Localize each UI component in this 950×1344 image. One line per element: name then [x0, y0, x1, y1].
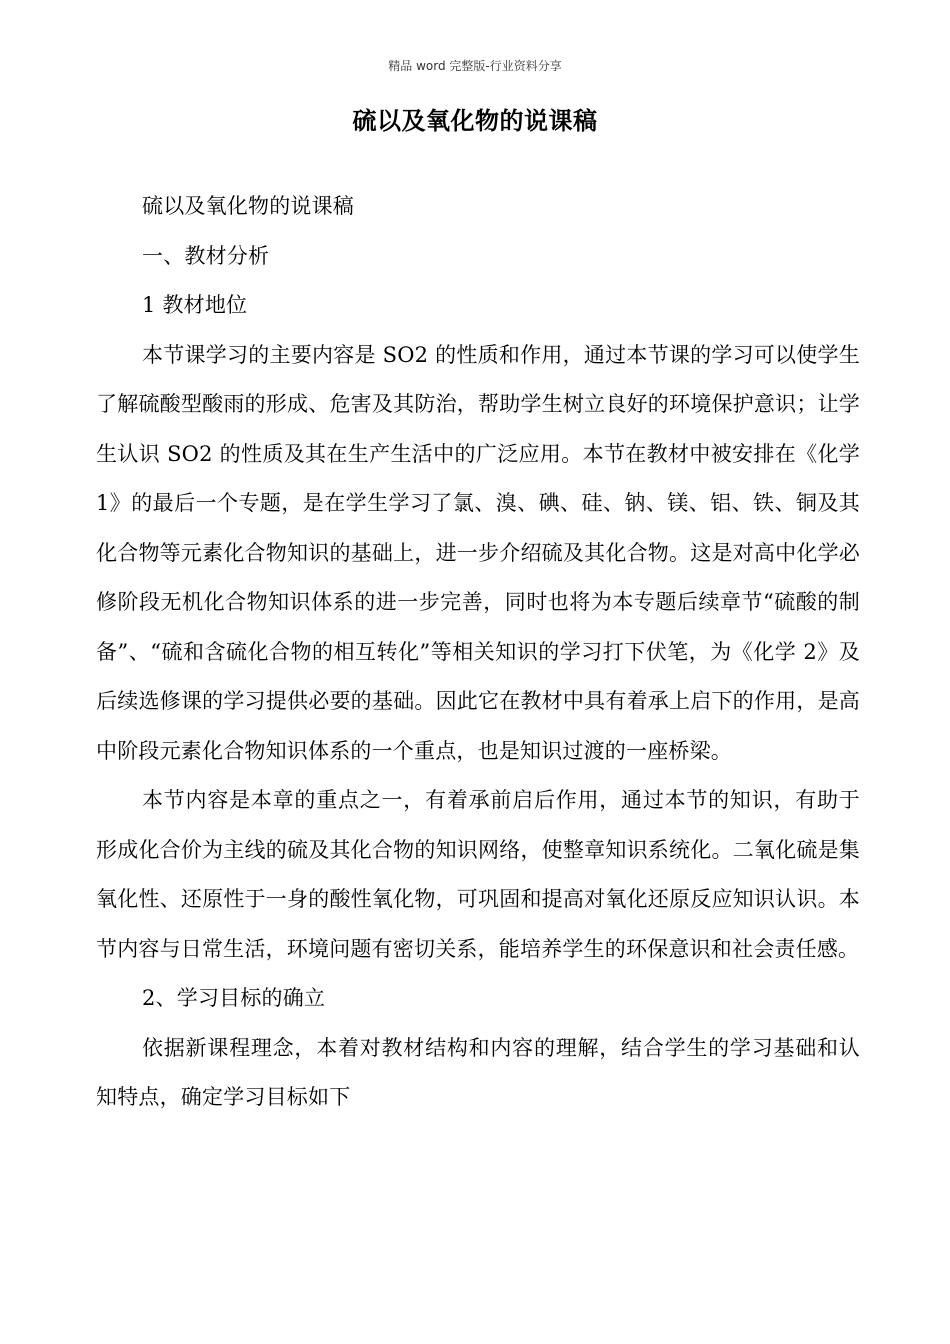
page-header: 精品 word 完整版-行业资料分享	[388, 59, 562, 73]
paragraph-textbook-position: 本节课学习的主要内容是 SO2 的性质和作用，通过本节课的学习可以使学生了解硫酸型酸雨的形成、危害及其防治，帮助学生树立良好的环境保护意识；让学生认识 SO2 的性质及其在生产生活中的广泛应用。本节在教材中被安排在《化学 1》的最后一个专题，是在学生学习了氯、溴、碘、硅、钠、镁、铝、铁、铜及其化合物等元素化合物知识的基础上，进一步介绍硫及其化合物。这是对高中化学必修阶段无机化合物知识体系的进一步完善，同时也将为本专题后续章节“硫酸的制备”、“硫和含硫化合物的相互转化”等相关知识的学习打下伏笔，为《化学 2》及后续选修课的学习提供必要的基础。因此它在教材中具有着承上启下的作用，是高中阶段元素化合物知识体系的一个重点，也是知识过渡的一座桥梁。	[96, 342, 860, 763]
document-title: 硫以及氧化物的说课稿	[352, 107, 598, 135]
paragraph-section-importance: 本节内容是本章的重点之一，有着承前启后作用，通过本节的知识，有助于形成化合价为主线的硫及其化合物的知识网络，使整章知识系统化。二氧化硫是集氧化性、还原性于一身的酸性氧化物，可巩固和提高对氧化还原反应知识认识。本节内容与日常生活，环境问题有密切关系，能培养学生的环保意识和社会责任感。	[96, 788, 860, 961]
subsection-heading-textbook-position: 1 教材地位	[142, 293, 248, 317]
paragraph-learning-goals-intro: 依据新课程理念，本着对教材结构和内容的理解，结合学生的学习基础和认知特点，确定学习目标如下	[96, 1035, 860, 1109]
subsection-heading-learning-goals: 2、学习目标的确立	[142, 986, 326, 1010]
body-subtitle: 硫以及氧化物的说课稿	[142, 194, 354, 218]
section-heading-textbook-analysis: 一、教材分析	[142, 243, 270, 268]
document-body	[96, 182, 860, 1123]
